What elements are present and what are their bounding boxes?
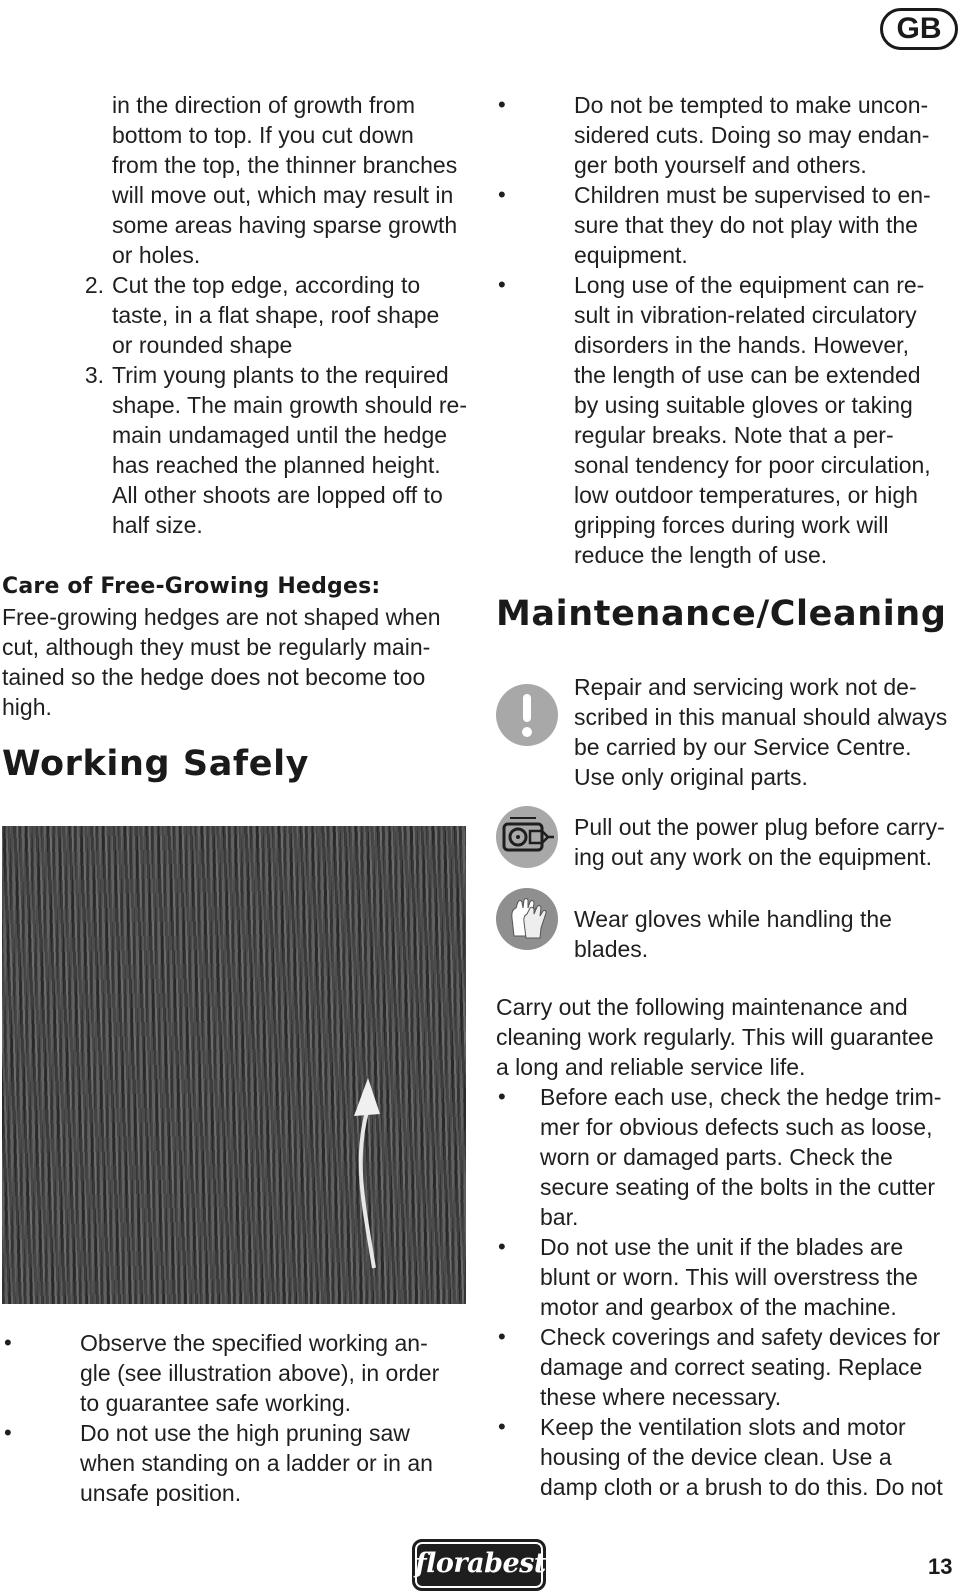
text-line: secure seating of the bolts in the cutter	[540, 1174, 936, 1200]
text-line: Cut the top edge, according to	[112, 272, 421, 298]
numbered-steps	[84, 270, 472, 540]
bullet-dot: •	[498, 182, 506, 207]
text-line: has reached the planned height.	[112, 452, 441, 478]
exclamation-icon	[496, 684, 558, 746]
intro-paragraph	[112, 90, 472, 270]
hedge-photo	[2, 826, 466, 1304]
text-line: Before each use, check the hedge trim-	[540, 1084, 942, 1110]
text-line: Keep the ventilation slots and motor	[540, 1414, 906, 1440]
text-line: bar.	[540, 1204, 579, 1230]
warning-text	[574, 672, 960, 792]
text-line: Pull out the power plug before carry-	[574, 814, 945, 840]
text-line: ing out any work on the equipment.	[574, 844, 933, 870]
text-line: Do not use the unit if the blades are	[540, 1234, 904, 1260]
text-line: from the top, the thinner branches	[112, 152, 458, 178]
text-line: Do not use the high pruning saw	[80, 1420, 410, 1446]
text-line: sult in vibration-related circulatory	[574, 302, 917, 328]
step-item	[84, 360, 472, 540]
bullet-item	[498, 90, 958, 180]
text-line: shape. The main growth should re-	[112, 392, 467, 418]
page-number: 13	[928, 1554, 953, 1579]
bullet-dot: •	[4, 1420, 12, 1445]
bullet-item	[498, 1412, 958, 1502]
text-line: gle (see illustration above), in order	[80, 1360, 440, 1386]
text-line: by using suitable gloves or taking	[574, 392, 913, 418]
text-line: some areas having sparse growth	[112, 212, 458, 238]
text-line: taste, in a flat shape, roof shape	[112, 302, 440, 328]
text-line: blades.	[574, 936, 649, 962]
text-line: tained so the hedge does not become too	[2, 664, 426, 690]
text-line: Use only original parts.	[574, 764, 808, 790]
text-line: ger both yourself and others.	[574, 152, 867, 178]
bullet-item	[498, 1232, 958, 1322]
text-line: sonal tendency for poor circulation,	[574, 452, 931, 478]
working-angle-arrow	[2, 826, 466, 1304]
text-line: or holes.	[112, 242, 201, 268]
gloves-icon	[496, 888, 558, 950]
text-line: scribed in this manual should always	[574, 704, 948, 730]
text-line: low outdoor temperatures, or high	[574, 482, 918, 508]
text-line: when standing on a ladder or in an	[80, 1450, 433, 1476]
text-line: cut, although they must be regularly main-	[2, 634, 431, 660]
text-line: Free-growing hedges are not shaped when	[2, 604, 441, 630]
text-line: high.	[2, 694, 52, 720]
text-line: cleaning work regularly. This will guarantee	[496, 1024, 934, 1050]
text-line: motor and gearbox of the machine.	[540, 1294, 897, 1320]
text-line: damp cloth or a brush to do this. Do not	[540, 1474, 943, 1500]
maintenance-bullets	[498, 1082, 958, 1502]
text-line: mer for obvious defects such as loose,	[540, 1114, 933, 1140]
bullet-item	[4, 1328, 470, 1418]
text-line: the length of use can be extended	[574, 362, 921, 388]
text-line: damage and correct seating. Replace	[540, 1354, 923, 1380]
bullet-item	[4, 1418, 470, 1508]
bullet-dot: •	[498, 1084, 506, 1109]
text-line: in the direction of growth from	[112, 92, 415, 118]
working-safely-bullets	[4, 1328, 470, 1508]
language-badge: GB	[880, 8, 958, 50]
bullet-item	[498, 1322, 958, 1412]
text-line: Children must be supervised to en-	[574, 182, 931, 208]
text-line: main undamaged until the hedge	[112, 422, 448, 448]
safety-bullets	[498, 90, 958, 570]
text-line: equipment.	[574, 242, 688, 268]
text-line: sidered cuts. Doing so may endan-	[574, 122, 930, 148]
bullet-dot: •	[498, 92, 506, 117]
text-line: regular breaks. Note that a per-	[574, 422, 894, 448]
text-line: reduce the length of use.	[574, 542, 828, 568]
text-line: these where necessary.	[540, 1384, 782, 1410]
text-line: All other shoots are lopped off to	[112, 482, 443, 508]
bullet-dot: •	[4, 1330, 12, 1355]
care-paragraph	[2, 602, 472, 722]
text-line: Wear gloves while handling the	[574, 906, 892, 932]
text-line: disorders in the hands. However,	[574, 332, 909, 358]
text-line: Trim young plants to the required	[112, 362, 449, 388]
text-line: housing of the device clean. Use a	[540, 1444, 892, 1470]
florabest-logo: florabest	[412, 1539, 546, 1591]
text-line: to guarantee safe working.	[80, 1390, 352, 1416]
working-safely-heading: Working Safely	[2, 744, 310, 784]
bullet-dot: •	[498, 272, 506, 297]
text-line: sure that they do not play with the	[574, 212, 918, 238]
care-heading: Care of Free-Growing Hedges:	[2, 574, 381, 599]
step-number: 2.	[84, 272, 104, 298]
warning-text	[574, 812, 960, 872]
text-line: will move out, which may result in	[112, 182, 454, 208]
text-line: Carry out the following maintenance and	[496, 994, 908, 1020]
text-line: half size.	[112, 512, 203, 538]
text-line: Observe the specified working an-	[80, 1330, 428, 1356]
text-line: Do not be tempted to make uncon-	[574, 92, 929, 118]
power-plug-icon	[496, 806, 558, 868]
step-item	[84, 270, 472, 360]
warning-repair	[496, 672, 958, 796]
text-line: blunt or worn. This will overstress the	[540, 1264, 918, 1290]
step-number: 3.	[84, 362, 104, 388]
text-line: unsafe position.	[80, 1480, 242, 1506]
bullet-dot: •	[498, 1414, 506, 1439]
warning-plug	[496, 812, 958, 876]
maintenance-heading: Maintenance/Cleaning	[496, 594, 947, 634]
warning-text	[574, 904, 960, 964]
text-line: be carried by our Service Centre.	[574, 734, 912, 760]
text-line: worn or damaged parts. Check the	[540, 1144, 893, 1170]
bullet-dot: •	[498, 1324, 506, 1349]
maintenance-intro	[496, 992, 958, 1082]
text-line: gripping forces during work will	[574, 512, 889, 538]
text-line: bottom to top. If you cut down	[112, 122, 414, 148]
text-line: Long use of the equipment can re-	[574, 272, 925, 298]
text-line: Check coverings and safety devices for	[540, 1324, 941, 1350]
bullet-item	[498, 270, 958, 570]
text-line: Repair and servicing work not de-	[574, 674, 917, 700]
bullet-item	[498, 180, 958, 270]
text-line: or rounded shape	[112, 332, 293, 358]
warning-gloves	[496, 904, 958, 968]
bullet-item	[498, 1082, 958, 1232]
bullet-dot: •	[498, 1234, 506, 1259]
text-line: a long and reliable service life.	[496, 1054, 806, 1080]
